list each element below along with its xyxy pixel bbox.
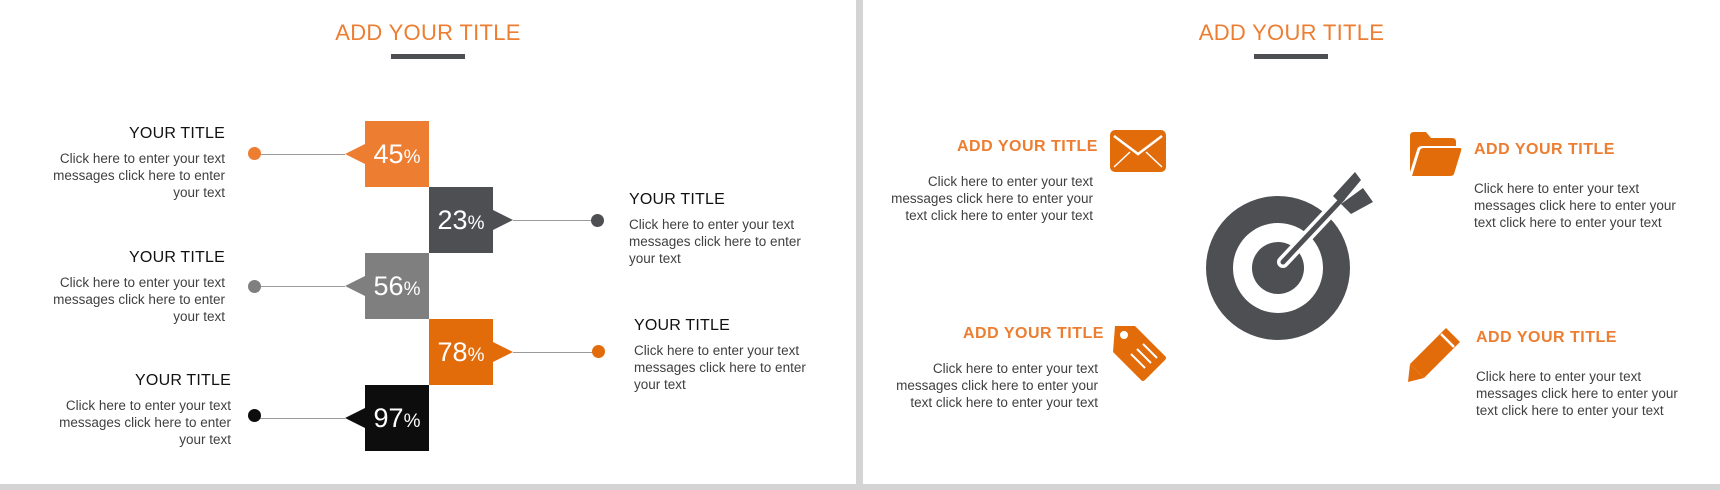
feature-text: Click here to enter your text messages click here to enter your text click here to enter your text [1476,369,1678,418]
percent-value: 97 [373,402,404,433]
feature-text: Click here to enter your text messages click here to enter your text click here to enter your text [896,361,1098,410]
pointer-right-icon [493,342,513,362]
percent-unit: % [467,212,485,234]
percent-unit: % [467,344,485,366]
percent-unit: % [403,410,421,432]
slide-left [0,0,856,484]
feature-text: Click here to enter your text messages click here to enter your text click here to enter your text [1474,181,1676,230]
marker-dot [591,214,604,227]
connector-line [513,220,597,221]
feature-title: ADD YOUR TITLE [957,138,1098,155]
marker-dot [248,147,261,160]
percent-block-5 [365,385,429,451]
item-title: YOUR TITLE [129,249,225,266]
connector-line [513,352,597,353]
item-block-2 [629,191,819,267]
title-underline [391,54,465,59]
pointer-left-icon [345,276,365,296]
item-text: Click here to enter your text messages click here to enter your text [59,398,231,447]
item-block-5 [53,372,231,448]
item-text: Click here to enter your text messages click here to enter your text [629,217,801,266]
marker-dot [592,345,605,358]
feature-title: ADD YOUR TITLE [1474,141,1615,158]
item-title: YOUR TITLE [634,317,730,334]
page-title: ADD YOUR TITLE [1198,20,1385,45]
title-underline [1254,54,1328,59]
percent-value: 23 [437,204,468,235]
pencil-icon [1406,326,1462,384]
envelope-icon [1110,130,1166,172]
connector-line [255,418,345,419]
marker-dot [248,409,261,422]
marker-dot [248,280,261,293]
pointer-left-icon [345,144,365,164]
connector-line [255,154,345,155]
target-arrow-icon [1203,168,1383,348]
item-title: YOUR TITLE [129,125,225,142]
item-block-4 [634,317,824,393]
feature-title: ADD YOUR TITLE [1476,329,1617,346]
pointer-right-icon [493,210,513,230]
percent-block-3 [365,253,429,319]
item-block-3 [47,249,225,325]
percent-unit: % [403,146,421,168]
item-text: Click here to enter your text messages click here to enter your text [634,343,806,392]
percent-value: 45 [373,138,404,169]
percent-value: 56 [373,270,404,301]
item-title: YOUR TITLE [629,191,725,208]
item-text: Click here to enter your text messages click here to enter your text [53,275,225,324]
slide-right [863,0,1720,484]
feature-title: ADD YOUR TITLE [963,325,1104,342]
tag-icon [1111,322,1167,382]
folder-icon [1408,130,1462,178]
page-title: ADD YOUR TITLE [335,20,521,45]
pointer-left-icon [345,408,365,428]
item-text: Click here to enter your text messages click here to enter your text [53,151,225,200]
connector-line [255,286,345,287]
percent-unit: % [403,278,421,300]
item-block-1 [47,125,225,201]
feature-text: Click here to enter your text messages click here to enter your text click here to enter your text [891,174,1093,223]
percent-block-1 [365,121,429,187]
item-title: YOUR TITLE [135,372,231,389]
percent-block-2 [429,187,493,253]
percent-block-4 [429,319,493,385]
percent-value: 78 [437,336,468,367]
